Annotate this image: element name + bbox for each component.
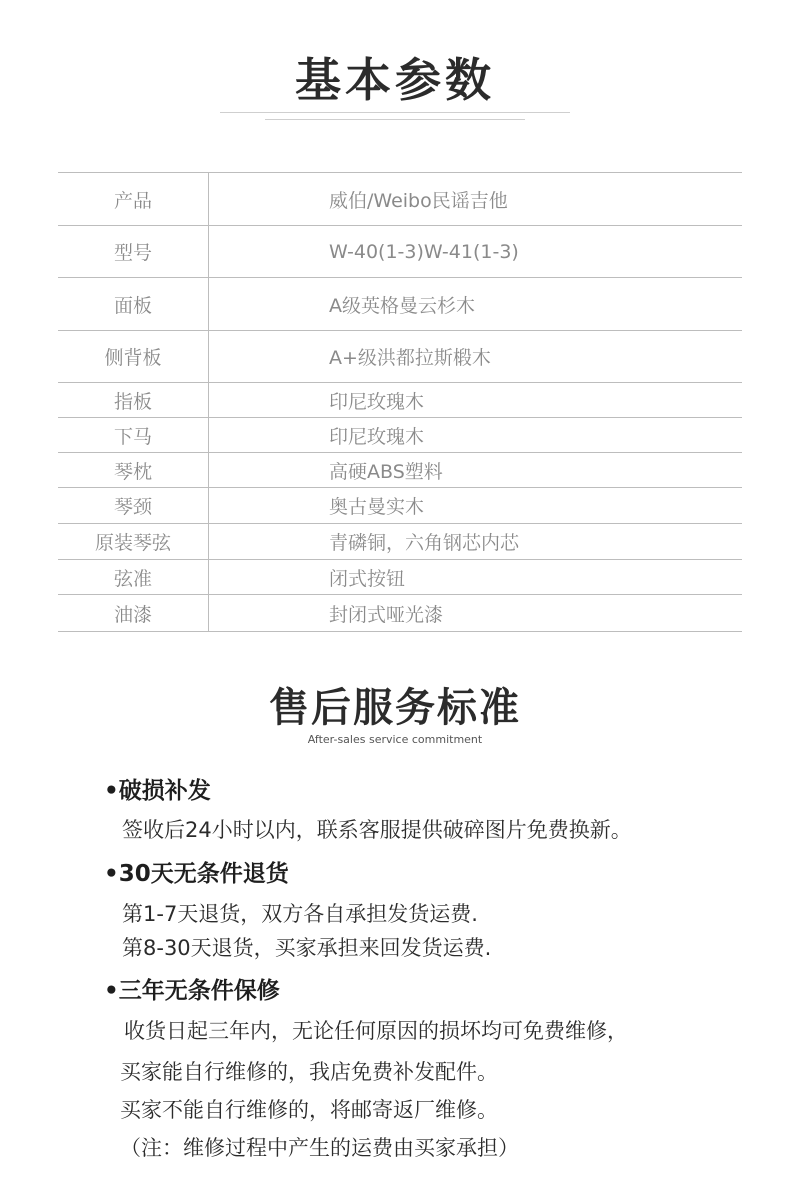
table-row <box>58 418 742 453</box>
table-row <box>58 595 742 632</box>
table-row <box>58 488 742 524</box>
param-key: 型号 <box>58 226 209 278</box>
section-line: 收货日起三年内，无论任何原因的损坏均可免费维修， <box>124 1019 628 1043</box>
params-table <box>58 172 742 632</box>
service-title: 售后服务标准 <box>269 685 521 731</box>
param-key: 下马 <box>58 418 209 453</box>
param-key: 产品 <box>58 173 209 226</box>
section-line: 买家不能自行维修的，将邮寄返厂维修。 <box>120 1098 498 1122</box>
param-value: 印尼玫瑰木 <box>209 383 743 418</box>
params-title: 基本参数 <box>295 53 495 107</box>
param-value: A+级洪都拉斯椴木 <box>209 331 743 383</box>
section-line: 签收后24小时以内，联系客服提供破碎图片免费换新。 <box>122 818 632 842</box>
section-line: （注：维修过程中产生的运费由买家承担） <box>120 1136 519 1160</box>
param-value: 闭式按钮 <box>209 560 743 595</box>
param-value: 奥古曼实木 <box>209 488 743 524</box>
param-key: 原装琴弦 <box>58 524 209 560</box>
param-value: A级英格曼云杉木 <box>209 278 743 331</box>
param-value: W-40(1-3)W-41(1-3) <box>209 226 743 278</box>
param-value: 封闭式哑光漆 <box>209 595 743 632</box>
param-key: 面板 <box>58 278 209 331</box>
param-key: 弦准 <box>58 560 209 595</box>
section-heading: •30天无条件退货 <box>104 861 289 887</box>
table-row <box>58 226 742 278</box>
param-key: 油漆 <box>58 595 209 632</box>
section-line: 买家能自行维修的，我店免费补发配件。 <box>120 1060 498 1084</box>
param-value: 威伯/Weibo民谣吉他 <box>209 173 743 226</box>
param-value: 青磷铜，六角钢芯内芯 <box>209 524 743 560</box>
table-row <box>58 560 742 595</box>
table-row <box>58 331 742 383</box>
section-line: 第1-7天退货，双方各自承担发货运费. <box>122 902 478 926</box>
param-key: 琴颈 <box>58 488 209 524</box>
table-row <box>58 524 742 560</box>
section-line: 第8-30天退货，买家承担来回发货运费. <box>122 936 492 960</box>
param-value: 印尼玫瑰木 <box>209 418 743 453</box>
param-key: 指板 <box>58 383 209 418</box>
service-subtitle: After-sales service commitment <box>307 733 483 746</box>
table-row <box>58 453 742 488</box>
table-row <box>58 383 742 418</box>
section-heading: •破损补发 <box>104 778 211 804</box>
decorative-fine-lines <box>220 112 570 124</box>
section-heading: •三年无条件保修 <box>104 978 280 1004</box>
param-value: 高硬ABS塑料 <box>209 453 743 488</box>
param-key: 琴枕 <box>58 453 209 488</box>
table-row <box>58 173 742 226</box>
table-row <box>58 278 742 331</box>
param-key: 侧背板 <box>58 331 209 383</box>
